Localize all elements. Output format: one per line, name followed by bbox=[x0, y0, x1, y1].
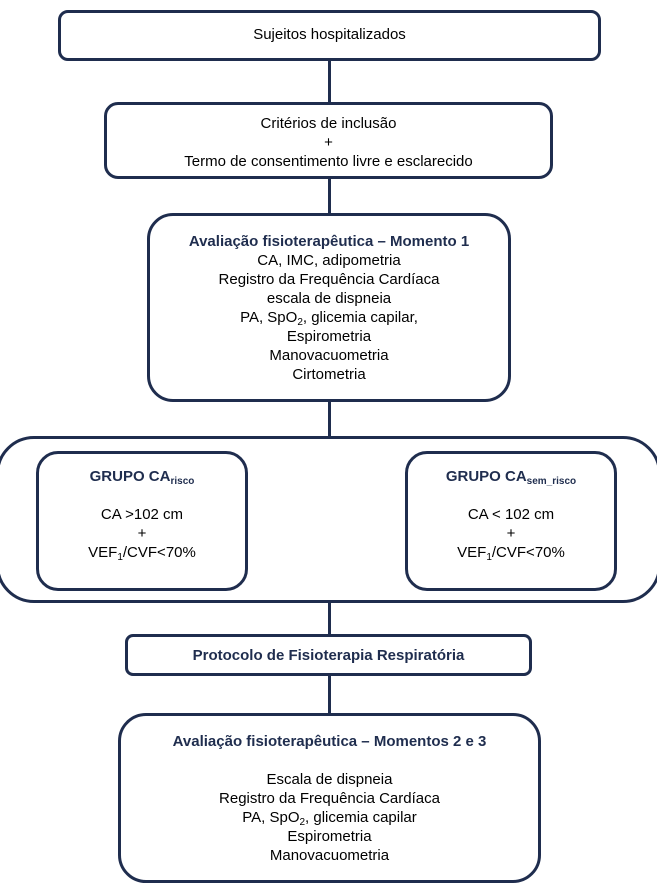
box-hospitalized-subjects bbox=[58, 10, 601, 61]
eval1-pa-post: , glicemia capilar, bbox=[302, 309, 418, 326]
inclusion-line2: Termo de consentimento livre e esclarecido bbox=[184, 153, 473, 170]
group-norisk-title-sub: sem_risco bbox=[526, 476, 577, 487]
eval23-pa-post: , glicemia capilar bbox=[305, 809, 417, 826]
eval23-pa-sub: 2 bbox=[299, 817, 306, 828]
eval23-pa-line bbox=[121, 808, 538, 827]
eval1-pa-pre: PA, SpO bbox=[240, 309, 298, 326]
eval1-pa-sub: 2 bbox=[297, 317, 303, 328]
group-norisk-vef bbox=[408, 543, 614, 562]
connector-start-inclusion bbox=[328, 58, 331, 104]
group-risk-vef-sub: 1 bbox=[117, 552, 123, 563]
inclusion-plus: + bbox=[324, 134, 333, 151]
group-risk-vef-pre: VEF bbox=[88, 544, 118, 561]
group-risk-vef bbox=[39, 543, 245, 562]
box-group-ca-risk bbox=[36, 451, 248, 591]
inclusion-line1: Critérios de inclusão bbox=[260, 115, 397, 132]
group-risk-vef-post: /CVF<70% bbox=[122, 544, 196, 561]
box-respiratory-protocol bbox=[125, 634, 532, 676]
eval23-line: Escala de dispneia bbox=[266, 771, 393, 788]
connector-inclusion-eval1 bbox=[328, 176, 331, 216]
group-norisk-vef-sub: 1 bbox=[486, 552, 492, 563]
box-inclusion-criteria bbox=[104, 102, 553, 179]
group-risk-title-sub: risco bbox=[170, 476, 195, 487]
eval1-line: Espirometria bbox=[286, 328, 372, 345]
eval23-line: Registro da Frequência Cardíaca bbox=[219, 790, 440, 807]
group-risk-title-main: GRUPO CA bbox=[89, 468, 171, 485]
connector-groups-protocol bbox=[328, 600, 331, 636]
eval1-line: escala de dispneia bbox=[266, 290, 392, 307]
group-norisk-vef-pre: VEF bbox=[457, 544, 487, 561]
eval23-line: Manovacuometria bbox=[269, 847, 390, 864]
eval1-title: Avaliação fisioterapêutica – Momento 1 bbox=[188, 233, 470, 250]
box-evaluation-moment1 bbox=[147, 213, 511, 402]
eval23-pa-pre: PA, SpO bbox=[242, 809, 300, 826]
protocol-label: Protocolo de Fisioterapia Respiratória bbox=[192, 647, 465, 664]
eval23-line: Espirometria bbox=[287, 828, 372, 845]
group-norisk-title bbox=[408, 467, 614, 486]
group-norisk-criterion: CA < 102 cm bbox=[467, 506, 555, 523]
group-norisk-title-main: GRUPO CA bbox=[445, 468, 527, 485]
connector-eval1-groups bbox=[328, 399, 331, 439]
eval1-pa-line bbox=[150, 308, 508, 327]
eval1-line: Cirtometria bbox=[292, 366, 366, 383]
eval1-line: Registro da Frequência Cardíaca bbox=[218, 271, 440, 288]
group-norisk-vef-post: /CVF<70% bbox=[491, 544, 565, 561]
eval1-line: CA, IMC, adipometria bbox=[257, 252, 401, 269]
group-risk-criterion: CA >102 cm bbox=[100, 506, 184, 523]
group-norisk-plus: + bbox=[506, 525, 516, 542]
eval23-title: Avaliação fisioterapêutica – Momentos 2 e 3 bbox=[172, 733, 487, 750]
box-evaluation-moments-2-3 bbox=[118, 713, 541, 883]
box-start-label: Sujeitos hospitalizados bbox=[253, 26, 406, 43]
group-risk-title bbox=[39, 467, 245, 486]
eval1-line: Manovacuometria bbox=[269, 347, 389, 364]
group-risk-plus: + bbox=[137, 525, 147, 542]
connector-protocol-eval23 bbox=[328, 673, 331, 715]
box-group-ca-no-risk bbox=[405, 451, 617, 591]
